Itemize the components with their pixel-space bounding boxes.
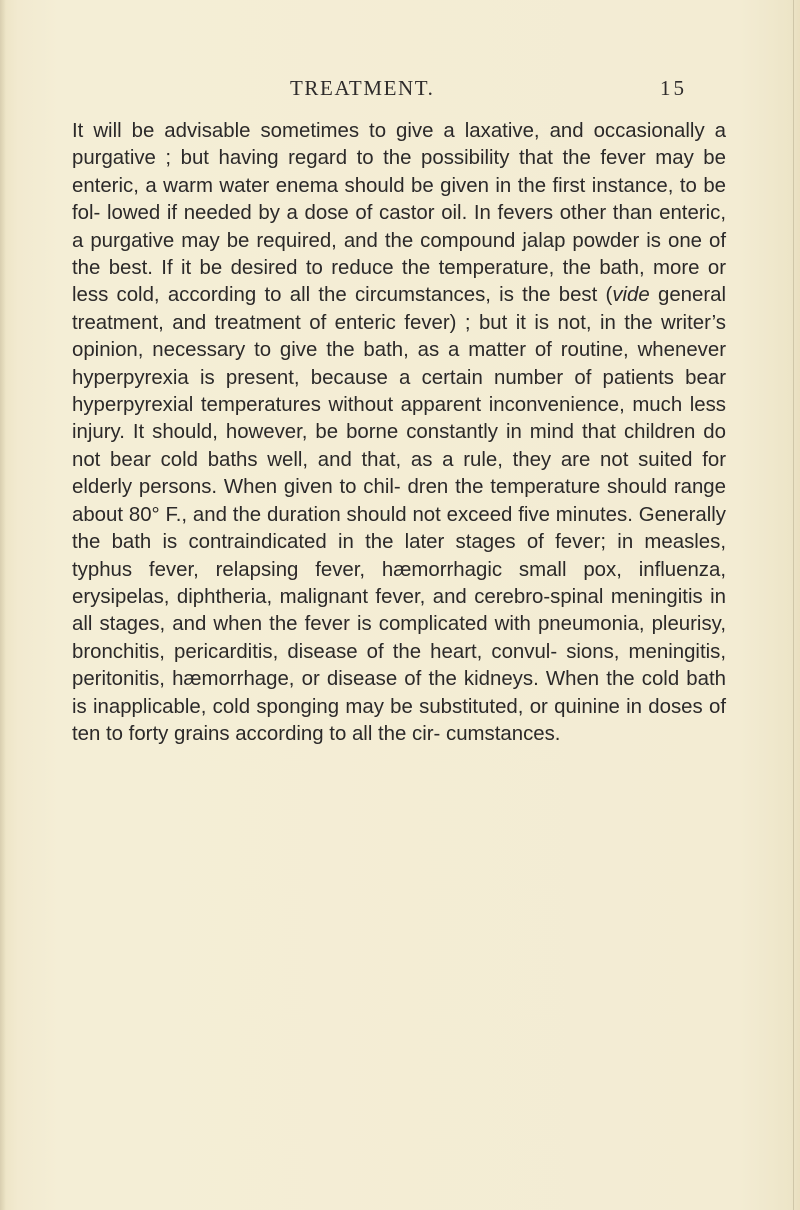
page-number: 15 xyxy=(660,76,687,100)
italic-vide: vide xyxy=(612,284,650,307)
running-title: TREATMENT. xyxy=(290,76,435,100)
paragraph-text-part-2: general treatment, and treatment of enteric fever) ; but it is not, in the writer’s opinion, necessary to give the bath, as a matter of routine, whenever hyperpyrexia is present, because a certain number of patients bear hyperpyrexial temperatures without apparent inconvenience, much less injury. It should, however, be borne constantly in mind that children do not bear cold baths well, and that, as a rule, they are not suited for elderly persons. When given to chil- dren the temperature should range about 80° F., and the duration should not exceed five minutes. Generally the bath is contraindicated in the later stages of fever; in measles, typhus fever, relapsing fever, hæmorrhagic small pox, influenza, erysipelas, diphtheria, malignant fever, and cerebro-spinal meningitis in all stages, and when the fever is complicated with pneumonia, pleurisy, bronchitis, pericarditis, disease of the heart, convul- sions, meningitis, peritonitis, hæmorrhage, or disease of the kidneys. When the cold bath is inapplicable, cold sponging may be substituted, or quinine in doses of ten to forty grains according to all the cir- cumstances. xyxy=(72,284,727,745)
page-edge-line xyxy=(793,0,794,1210)
body-paragraph xyxy=(72,118,726,748)
running-head xyxy=(70,76,725,106)
paragraph-text-part-1: It will be advisable sometimes to give a laxative, and occasionally a purgative ; but having regard to the possibility that the fever may be enteric, a warm water enema should be given in the first instance, to be fol- lowed if needed by a dose of castor oil. In fevers other than enteric, a purgative may be required, and the compound jalap powder is one of the best. If it be desired to reduce the temperature, the bath, more or less cold, according to all the circumstances, is the best ( xyxy=(72,120,726,307)
page-edge-shadow xyxy=(0,0,6,1210)
